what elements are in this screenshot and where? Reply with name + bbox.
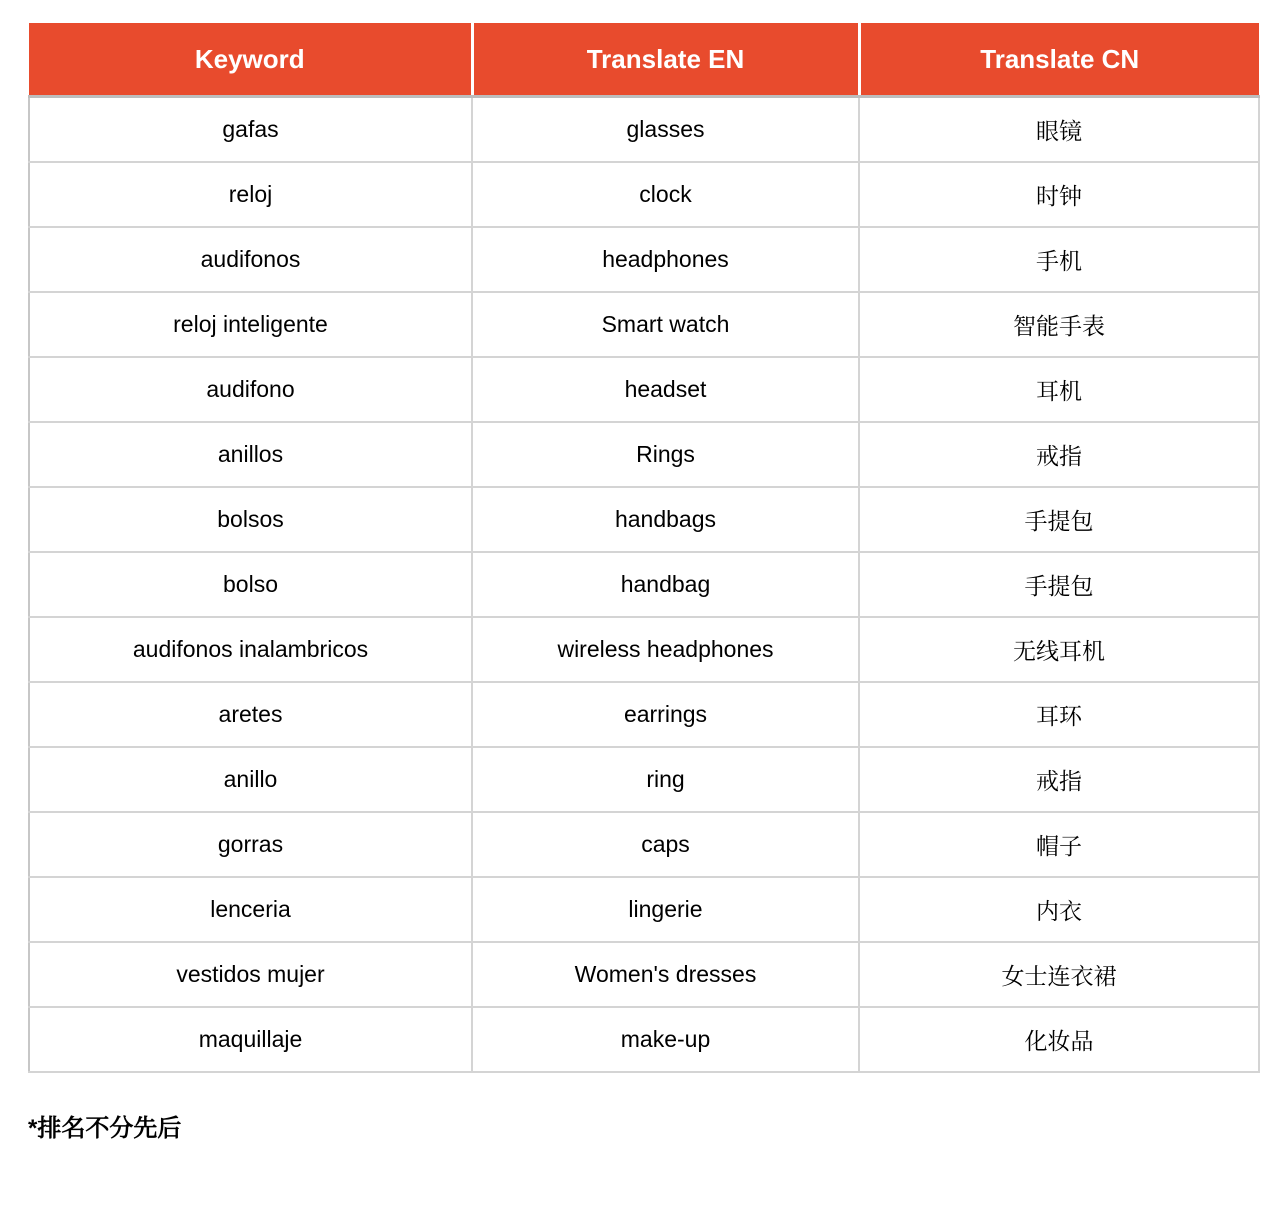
cell-keyword: bolso	[29, 552, 472, 617]
cell-en: clock	[472, 162, 859, 227]
cell-keyword: gafas	[29, 97, 472, 163]
cell-keyword: lenceria	[29, 877, 472, 942]
table-row	[29, 1007, 1259, 1072]
table-row	[29, 552, 1259, 617]
table-body	[29, 97, 1259, 1073]
table-row	[29, 227, 1259, 292]
cell-cn: 时钟	[859, 162, 1259, 227]
column-header-translate-en: Translate EN	[472, 23, 859, 97]
table-row	[29, 97, 1259, 163]
cell-cn: 手机	[859, 227, 1259, 292]
cell-en: headset	[472, 357, 859, 422]
cell-en: headphones	[472, 227, 859, 292]
cell-en: Women's dresses	[472, 942, 859, 1007]
cell-cn: 手提包	[859, 552, 1259, 617]
cell-en: glasses	[472, 97, 859, 163]
footnote: *排名不分先后	[28, 1115, 182, 1142]
cell-keyword: bolsos	[29, 487, 472, 552]
table-row	[29, 357, 1259, 422]
cell-keyword: vestidos mujer	[29, 942, 472, 1007]
table-row	[29, 812, 1259, 877]
table-row	[29, 877, 1259, 942]
table-row	[29, 682, 1259, 747]
cell-keyword: gorras	[29, 812, 472, 877]
cell-cn: 智能手表	[859, 292, 1259, 357]
table-header-row	[29, 23, 1259, 97]
cell-keyword: anillos	[29, 422, 472, 487]
cell-cn: 内衣	[859, 877, 1259, 942]
cell-keyword: reloj	[29, 162, 472, 227]
cell-keyword: audifono	[29, 357, 472, 422]
cell-en: Smart watch	[472, 292, 859, 357]
translation-table	[28, 23, 1260, 1073]
cell-en: earrings	[472, 682, 859, 747]
cell-keyword: audifonos inalambricos	[29, 617, 472, 682]
cell-cn: 帽子	[859, 812, 1259, 877]
table-row	[29, 162, 1259, 227]
cell-keyword: audifonos	[29, 227, 472, 292]
cell-cn: 无线耳机	[859, 617, 1259, 682]
cell-en: wireless headphones	[472, 617, 859, 682]
table-row	[29, 292, 1259, 357]
cell-cn: 女士连衣裙	[859, 942, 1259, 1007]
cell-en: handbags	[472, 487, 859, 552]
cell-cn: 耳环	[859, 682, 1259, 747]
cell-en: caps	[472, 812, 859, 877]
table-row	[29, 942, 1259, 1007]
cell-keyword: anillo	[29, 747, 472, 812]
cell-en: make-up	[472, 1007, 859, 1072]
table-row	[29, 617, 1259, 682]
cell-en: ring	[472, 747, 859, 812]
cell-cn: 化妆品	[859, 1007, 1259, 1072]
table-row	[29, 422, 1259, 487]
cell-cn: 耳机	[859, 357, 1259, 422]
table-row	[29, 747, 1259, 812]
cell-cn: 手提包	[859, 487, 1259, 552]
cell-en: lingerie	[472, 877, 859, 942]
column-header-translate-cn: Translate CN	[859, 23, 1259, 97]
table-row	[29, 487, 1259, 552]
cell-keyword: reloj inteligente	[29, 292, 472, 357]
cell-en: handbag	[472, 552, 859, 617]
cell-cn: 戒指	[859, 747, 1259, 812]
cell-keyword: maquillaje	[29, 1007, 472, 1072]
cell-cn: 戒指	[859, 422, 1259, 487]
cell-keyword: aretes	[29, 682, 472, 747]
column-header-keyword: Keyword	[29, 23, 472, 97]
cell-en: Rings	[472, 422, 859, 487]
cell-cn: 眼镜	[859, 97, 1259, 163]
